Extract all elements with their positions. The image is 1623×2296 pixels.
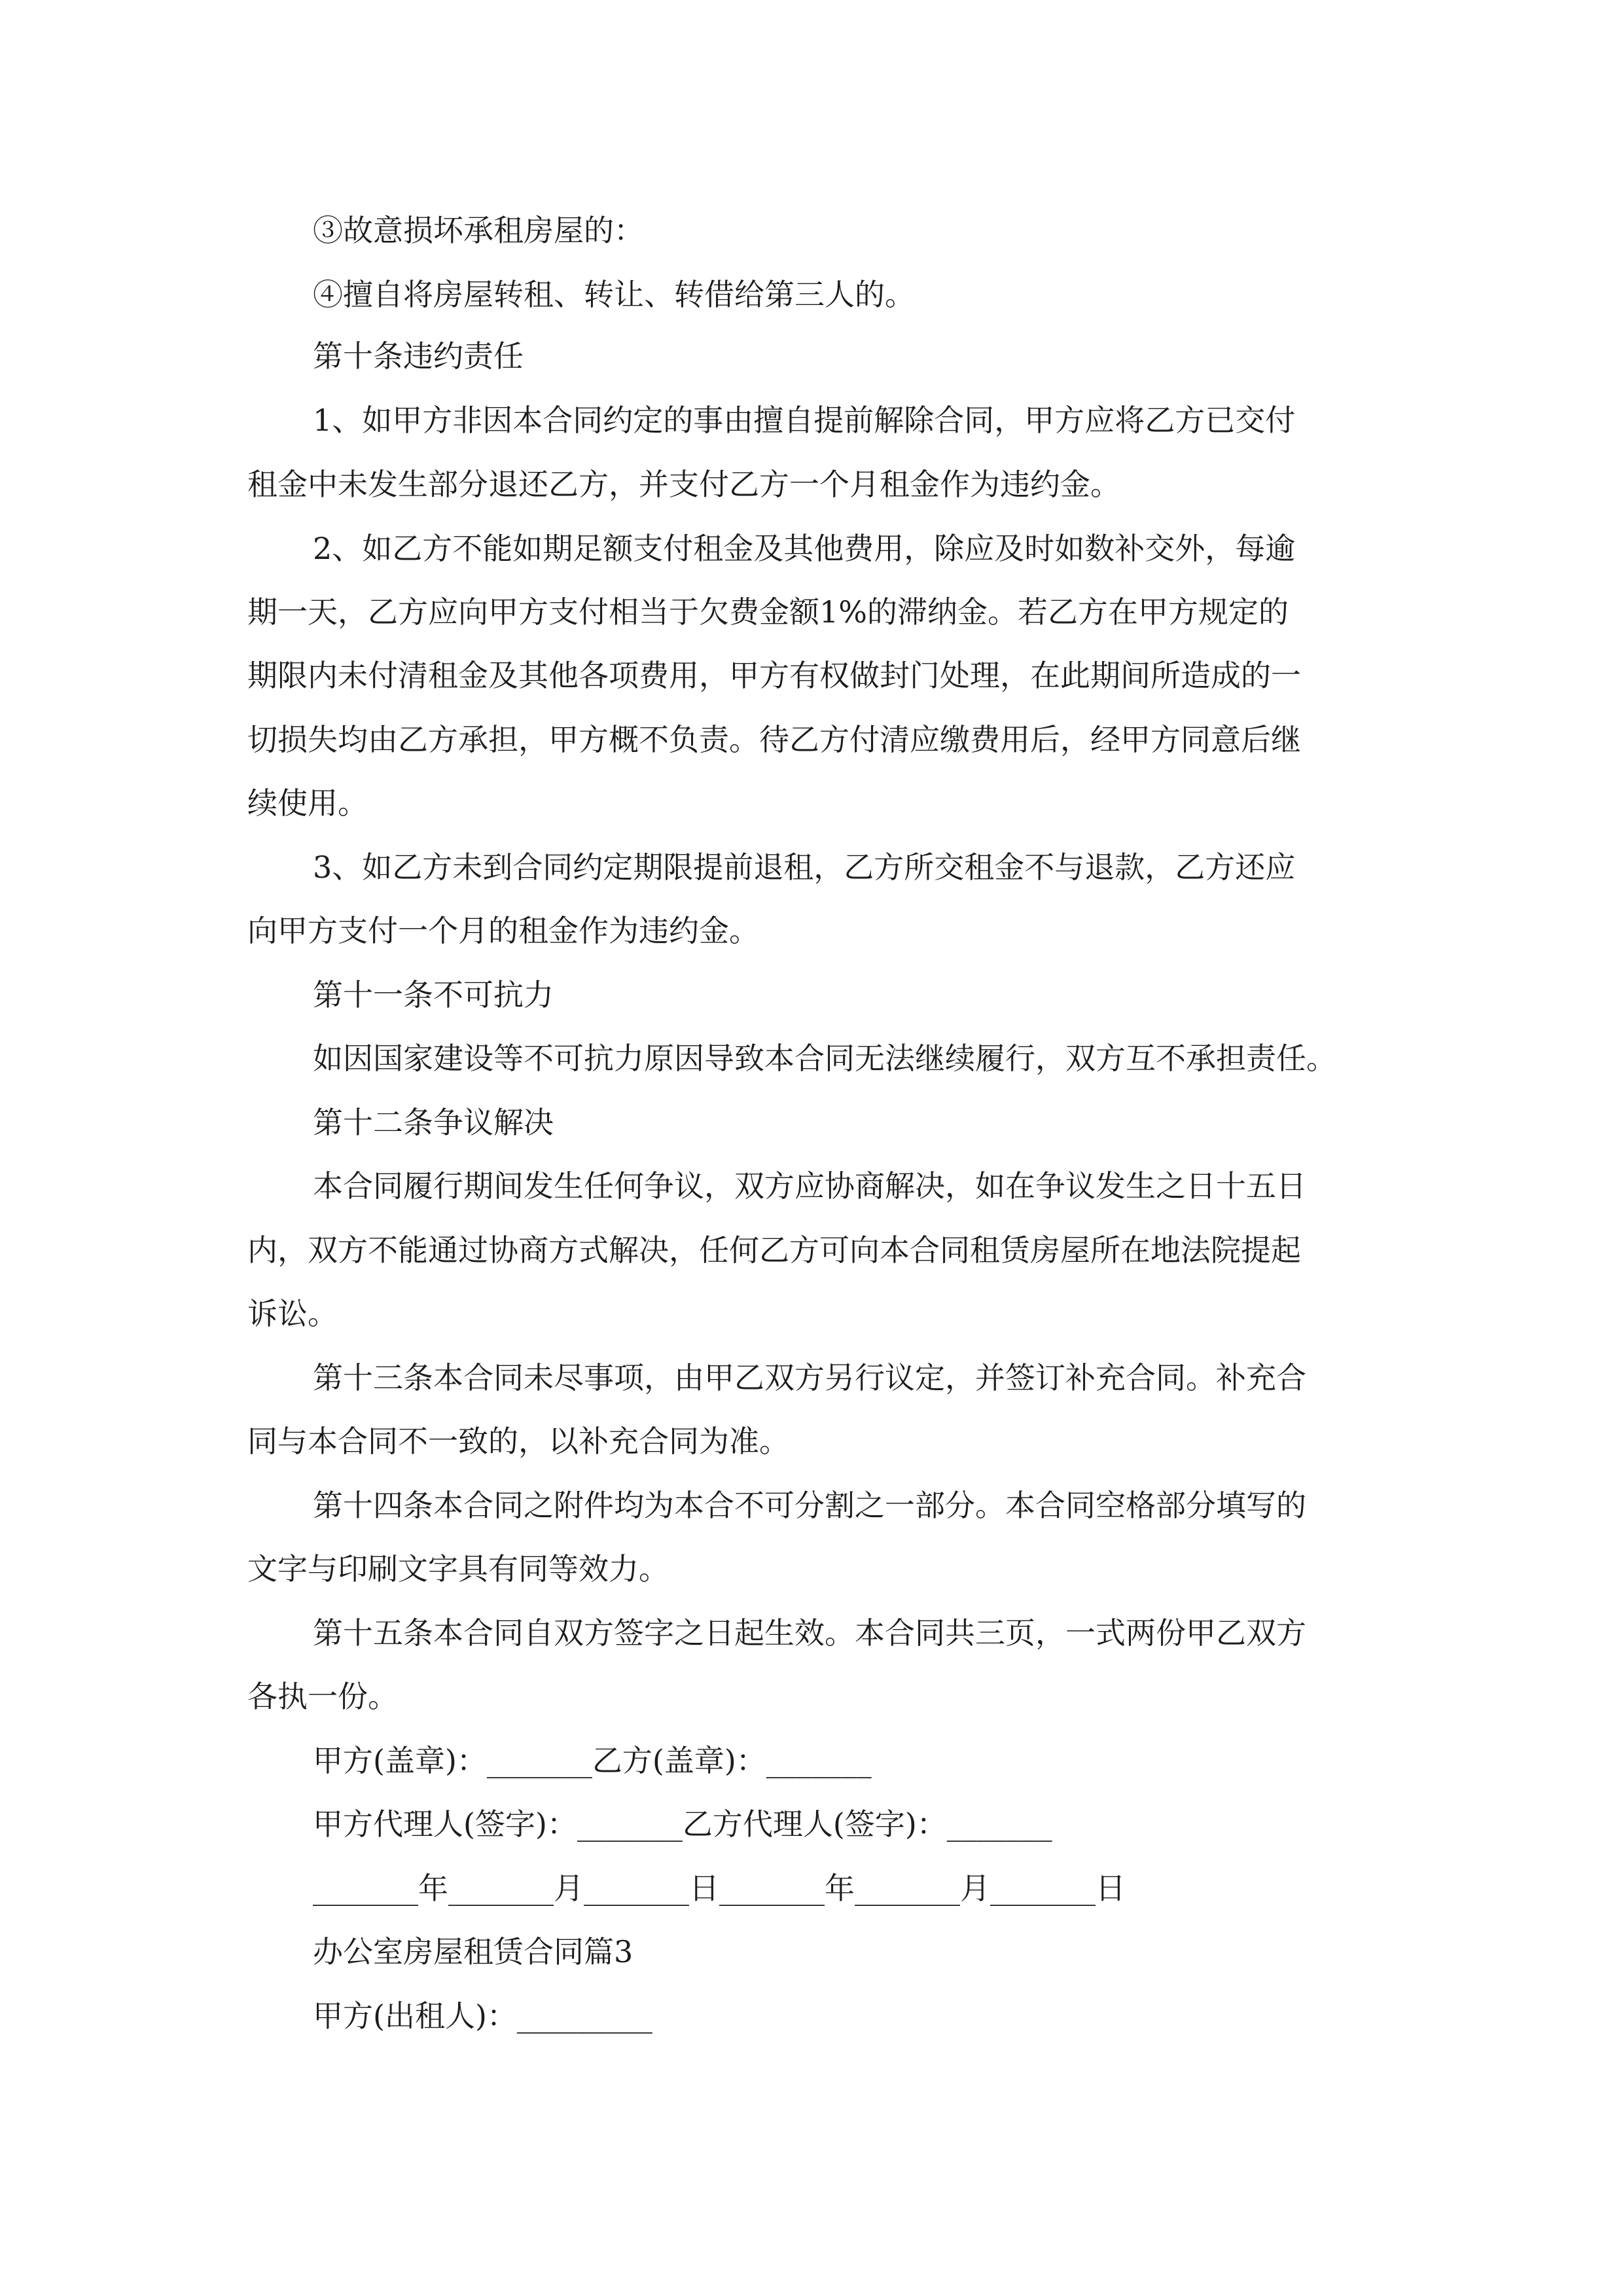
text-line: 第十四条本合同之附件均为本合不可分割之一部分。本合同空格部分填写的 [313,1488,1306,1523]
text-line: 续使用。 [247,785,368,821]
text-line: 3、如乙方未到合同约定期限提前退租，乙方所交租金不与退款，乙方还应 [313,850,1296,885]
text-line: 如因国家建设等不可抗力原因导致本合同无法继续履行，双方互不承担责任。 [313,1041,1336,1076]
text-line: 向甲方支付一个月的租金作为违约金。 [247,913,759,948]
text-line: 内，双方不能通过协商方式解决，任何乙方可向本合同租赁房屋所在地法院提起 [247,1232,1301,1268]
section-heading: 第十二条争议解决 [313,1105,554,1140]
signature-line: 甲方(盖章)：_______乙方(盖章)：_______ [313,1743,872,1778]
text-line: 第十五条本合同自双方签字之日起生效。本合同共三页，一式两份甲乙双方 [313,1615,1306,1651]
text-line: ④擅自将房屋转租、转让、转借给第三人的。 [313,277,915,312]
text-line: 期限内未付清租金及其他各项费用，甲方有权做封门处理，在此期间所造成的一 [247,658,1301,693]
text-line: 各执一份。 [247,1679,398,1714]
text-line: ③故意损坏承租房屋的： [313,213,644,248]
text-line: 1、如甲方非因本合同约定的事由擅自提前解除合同，甲方应将乙方已交付 [313,403,1296,438]
text-line: 文字与印刷文字具有同等效力。 [247,1551,669,1587]
signature-line: 甲方代理人(签字)：_______乙方代理人(签字)：_______ [313,1806,1052,1842]
text-line: 期一天，乙方应向甲方支付相当于欠费金额1%的滞纳金。若乙方在甲方规定的 [247,594,1289,630]
section-heading: 办公室房屋租赁合同篇3 [313,1934,633,1969]
text-line: 租金中未发生部分退还乙方，并支付乙方一个月租金作为违约金。 [247,467,1120,502]
date-line: _______年_______月_______日_______年_______月_______日 [313,1871,1126,1906]
text-line: 诉讼。 [247,1296,338,1331]
section-heading: 第十条违约责任 [313,338,524,374]
text-line: 第十三条本合同未尽事项，由甲乙双方另行议定，并签订补充合同。补充合 [313,1360,1306,1395]
section-heading: 第十一条不可抗力 [313,977,554,1013]
signature-line: 甲方(出租人)：_________ [313,1998,652,2034]
text-line: 切损失均由乙方承担，甲方概不负责。待乙方付清应缴费用后，经甲方同意后继 [247,722,1301,757]
text-line: 同与本合同不一致的，以补充合同为准。 [247,1424,789,1459]
text-line: 本合同履行期间发生任何争议，双方应协商解决，如在争议发生之日十五日 [313,1168,1306,1204]
text-line: 2、如乙方不能如期足额支付租金及其他费用，除应及时如数补交外，每逾 [313,531,1296,566]
